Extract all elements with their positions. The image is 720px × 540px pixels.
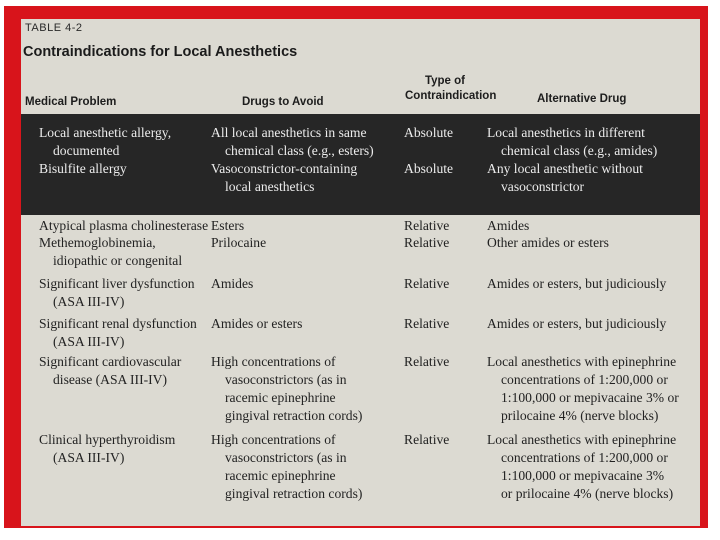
header-medical-problem: Medical Problem	[25, 96, 117, 108]
cell-line: Methemoglobinemia,	[39, 235, 156, 250]
cell-line: Relative	[404, 276, 450, 291]
cell-line: Relative	[404, 235, 450, 250]
cell-line: Absolute	[404, 161, 454, 176]
cell-line: vasoconstrictors (as in	[225, 372, 347, 387]
cell-line: local anesthetics	[225, 179, 315, 194]
cell-alternative-drug	[487, 353, 679, 425]
cell-line: Significant cardiovascular	[39, 354, 182, 369]
cell-line: vasoconstrictors (as in	[225, 450, 347, 465]
cell-line: Atypical plasma cholinesterase	[39, 218, 209, 233]
cell-line: 1:100,000 or mepivacaine 3% or	[501, 390, 679, 405]
header-alternative-drug: Alternative Drug	[537, 93, 627, 105]
cell-drug-to-avoid	[211, 160, 357, 196]
cell-contraindication-type	[404, 431, 449, 449]
cell-line: Relative	[404, 316, 450, 331]
header-type-line1: Type of	[424, 75, 466, 87]
cell-contraindication-type	[404, 217, 449, 235]
cell-line: High concentrations of	[211, 432, 336, 447]
cell-drug-to-avoid	[211, 353, 362, 425]
cell-line: Relative	[404, 218, 450, 233]
cell-alternative-drug	[487, 124, 657, 160]
cell-line: (ASA III-IV)	[53, 450, 125, 465]
cell-drug-to-avoid	[211, 275, 253, 293]
cell-line: prilocaine 4% (nerve blocks)	[501, 408, 659, 423]
cell-drug-to-avoid	[211, 315, 302, 333]
cell-medical-problem	[39, 275, 195, 311]
cell-drug-to-avoid	[211, 431, 362, 503]
cell-line: Other amides or esters	[487, 235, 609, 250]
cell-medical-problem	[39, 124, 171, 160]
cell-line: Amides or esters, but judiciously	[487, 316, 667, 331]
cell-medical-problem	[39, 315, 197, 351]
cell-medical-problem	[39, 160, 127, 178]
cell-line: All local anesthetics in same	[211, 125, 367, 140]
cell-drug-to-avoid	[211, 124, 374, 160]
cell-line: Clinical hyperthyroidism	[39, 432, 176, 447]
scanned-page	[21, 19, 700, 526]
cell-line: (ASA III-IV)	[53, 294, 125, 309]
cell-line: Local anesthetics with epinephrine	[487, 432, 677, 447]
cell-line: Absolute	[404, 125, 454, 140]
cell-alternative-drug	[487, 217, 529, 235]
cell-line: Esters	[211, 218, 245, 233]
header-type-line2: Contraindication	[405, 90, 497, 102]
cell-line: idiopathic or congenital	[53, 253, 183, 268]
cell-line: documented	[53, 143, 120, 158]
cell-line: Any local anesthetic without	[487, 161, 643, 176]
cell-line: Amides or esters	[211, 316, 303, 331]
header-drugs-to-avoid: Drugs to Avoid	[242, 96, 324, 108]
cell-line: Bisulfite allergy	[39, 161, 127, 176]
cell-line: Local anesthetic allergy,	[39, 125, 172, 140]
cell-line: Relative	[404, 432, 450, 447]
cell-line: Amides	[211, 276, 254, 291]
cell-line: High concentrations of	[211, 354, 336, 369]
cell-alternative-drug	[487, 315, 666, 333]
cell-contraindication-type	[404, 124, 453, 142]
cell-line: Significant renal dysfunction	[39, 316, 197, 331]
cell-line: chemical class (e.g., esters)	[225, 143, 374, 158]
cell-medical-problem	[39, 353, 181, 389]
cell-line: gingival retraction cords)	[225, 486, 363, 501]
cell-line: Amides	[487, 218, 530, 233]
cell-contraindication-type	[404, 160, 453, 178]
cell-line: (ASA III-IV)	[53, 334, 125, 349]
cell-line: concentrations of 1:200,000 or	[501, 372, 668, 387]
cell-line: racemic epinephrine	[225, 468, 336, 483]
cell-contraindication-type	[404, 353, 449, 371]
cell-line: Local anesthetics with epinephrine	[487, 354, 677, 369]
cell-contraindication-type	[404, 315, 449, 333]
cell-medical-problem	[39, 217, 208, 235]
header-type	[405, 74, 497, 104]
cell-line: Significant liver dysfunction	[39, 276, 195, 291]
cell-line: or prilocaine 4% (nerve blocks)	[501, 486, 674, 501]
cell-line: racemic epinephrine	[225, 390, 336, 405]
cell-drug-to-avoid	[211, 234, 266, 252]
cell-alternative-drug	[487, 234, 609, 252]
cell-line: disease (ASA III-IV)	[53, 372, 167, 387]
cell-line: Local anesthetics in different	[487, 125, 645, 140]
cell-line: Prilocaine	[211, 235, 267, 250]
cell-contraindication-type	[404, 275, 449, 293]
cell-line: vasoconstrictor	[501, 179, 585, 194]
cell-line: Amides or esters, but judiciously	[487, 276, 667, 291]
cell-alternative-drug	[487, 275, 666, 293]
table-title: Contraindications for Local Anesthetics	[23, 44, 298, 60]
red-frame-border	[4, 6, 708, 528]
cell-line: Relative	[404, 354, 450, 369]
cell-line: gingival retraction cords)	[225, 408, 363, 423]
cell-line: chemical class (e.g., amides)	[501, 143, 658, 158]
cell-line: 1:100,000 or mepivacaine 3%	[501, 468, 665, 483]
cell-line: Vasoconstrictor-containing	[211, 161, 358, 176]
cell-medical-problem	[39, 234, 182, 270]
cell-drug-to-avoid	[211, 217, 244, 235]
table-label: TABLE 4-2	[25, 22, 83, 34]
cell-medical-problem	[39, 431, 175, 467]
cell-contraindication-type	[404, 234, 449, 252]
cell-alternative-drug	[487, 160, 643, 196]
cell-line: concentrations of 1:200,000 or	[501, 450, 668, 465]
cell-alternative-drug	[487, 431, 676, 503]
